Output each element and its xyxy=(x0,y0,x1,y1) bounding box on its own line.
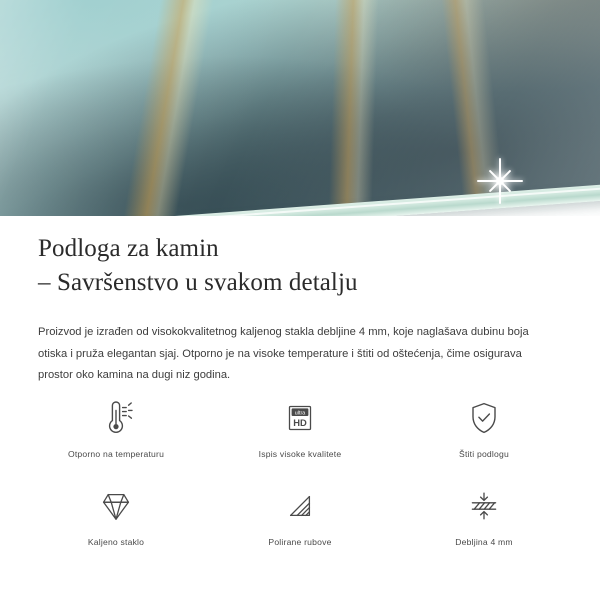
ultra-hd-icon xyxy=(279,396,321,440)
feature-item-temperature xyxy=(24,396,208,466)
feature-label: Debljina 4 mm xyxy=(455,537,513,547)
feature-grid xyxy=(24,396,576,554)
sparkle-icon xyxy=(477,158,523,204)
thermometer-icon xyxy=(95,396,137,440)
feature-label: Otporno na temperaturu xyxy=(67,449,165,459)
svg-text:HD: HD xyxy=(293,417,307,429)
description-paragraph: Proizvod je izrađen od visokokvalitetnog kaljenog stakla debljine 4 mm, koje naglašava dubinu boja otiska i pruža elegantan sjaj. Otporno je na visoke temperature i štiti od oštećenja, čime osigurava prostor oko kamina na dugi niz godina. xyxy=(38,326,529,381)
headline-line-2: – Savršenstvo u svakom detalju xyxy=(38,269,358,296)
diamond-icon xyxy=(95,484,137,528)
feature-label: Kaljeno staklo xyxy=(87,537,145,547)
feature-item-thickness xyxy=(392,484,576,554)
feature-label: Ispis visoke kvalitete xyxy=(258,449,342,459)
text-block xyxy=(38,232,566,387)
polished-edges-icon xyxy=(279,484,321,528)
shield-check-icon xyxy=(463,396,505,440)
feature-item-tempered-glass xyxy=(24,484,208,554)
headline-line-1: Podloga za kamin xyxy=(38,235,219,262)
svg-text:ultra: ultra xyxy=(294,410,306,417)
feature-item-print-quality xyxy=(208,396,392,466)
thickness-4mm-icon xyxy=(463,484,505,528)
feature-item-protection xyxy=(392,396,576,466)
feature-item-polished-edges xyxy=(208,484,392,554)
hero-image xyxy=(0,0,600,216)
feature-label: Polirane rubove xyxy=(268,537,332,547)
feature-label: Štiti podlogu xyxy=(459,449,509,459)
page-title xyxy=(38,232,566,300)
